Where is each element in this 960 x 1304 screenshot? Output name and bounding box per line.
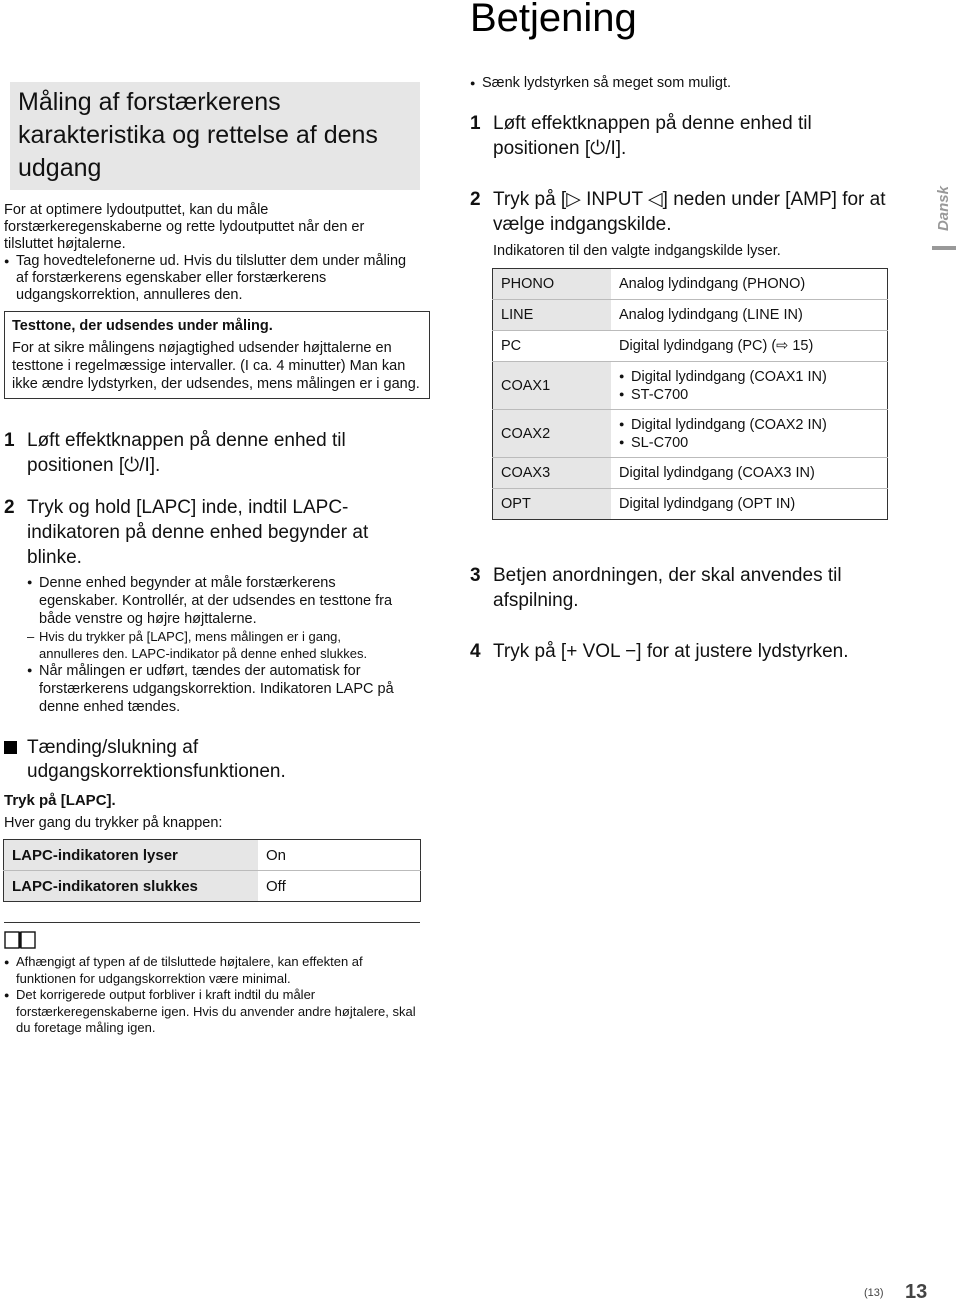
input-label: COAX2 bbox=[493, 410, 612, 458]
input-desc: Digital lydindgang (COAX3 IN) bbox=[611, 458, 888, 489]
divider bbox=[4, 922, 420, 923]
section-heading-box bbox=[10, 82, 420, 190]
every-time-text: Hver gang du trykker på knappen: bbox=[4, 815, 223, 831]
note-book-icon bbox=[4, 930, 36, 950]
note-bullet-1: ● Afhængigt af typen af de tilsluttede højtalere, kan effekten af funktionen for udgangskorrektion være minimal. bbox=[4, 954, 418, 987]
step-2-bullet-1: ● Denne enhed begynder at måle forstærkerens egenskaber. Kontrollér, at der udsendes en testtone fra både venstre og højre højttalerne. bbox=[27, 574, 404, 628]
input-model: ● ST-C700 bbox=[619, 386, 879, 404]
step-text: Løft effektknappen på denne enhed til positionen [⏻/I]. bbox=[493, 113, 812, 159]
right-step-3 bbox=[470, 563, 890, 613]
step-number: 2 bbox=[4, 497, 15, 518]
input-desc: Digital lydindgang (OPT IN) bbox=[611, 489, 888, 520]
page-number: 13 bbox=[905, 1281, 928, 1303]
table-row bbox=[4, 871, 421, 902]
step-text: Tryk og hold [LAPC] inde, indtil LAPC-indikatoren på denne enhed begynder at blinke. bbox=[27, 497, 369, 568]
language-label: Dansk bbox=[935, 186, 952, 232]
step-number: 3 bbox=[470, 565, 481, 586]
step-number: 1 bbox=[470, 113, 481, 134]
table-row bbox=[493, 362, 888, 410]
test-tone-box bbox=[4, 311, 430, 399]
lapc-value: On bbox=[266, 846, 287, 864]
lapc-label: LAPC-indikatoren slukkes bbox=[4, 871, 259, 902]
input-desc: ● Digital lydindgang (COAX2 IN) bbox=[619, 416, 879, 434]
toggle-heading bbox=[4, 736, 414, 784]
page-number-small: (13) bbox=[864, 1287, 884, 1299]
language-tab bbox=[928, 186, 956, 250]
input-label: PHONO bbox=[493, 269, 612, 300]
step-2-bullet-2: ● Når målingen er udført, tændes der automatisk for forstærkerens udgangskorrektion. Indikatoren LAPC på denne enhed tændes. bbox=[27, 662, 404, 716]
input-desc: Digital lydindgang (PC) (⇨ 15) bbox=[611, 331, 888, 362]
test-tone-text: For at sikre målingens nøjagtighed udsender højttalerne en testtone i regelmæssige intervaller. (I ca. 4 minutter) Man kan ikke ændre lydstyrken, der udsendes, mens målingen er i gang. bbox=[12, 340, 420, 392]
table-row bbox=[493, 458, 888, 489]
table-row bbox=[493, 300, 888, 331]
lapc-table bbox=[3, 839, 421, 902]
table-row bbox=[493, 489, 888, 520]
right-step-1 bbox=[470, 111, 870, 161]
intro-block bbox=[4, 202, 414, 304]
input-label: PC bbox=[493, 331, 612, 362]
step-text: Betjen anordningen, der skal anvendes til afspilning. bbox=[493, 565, 842, 611]
table-row bbox=[493, 410, 888, 458]
input-desc: ● Digital lydindgang (COAX1 IN) bbox=[619, 368, 879, 386]
table-row bbox=[4, 840, 421, 871]
step-number: 2 bbox=[470, 189, 481, 210]
lapc-label: LAPC-indikatoren lyser bbox=[4, 840, 259, 871]
left-step-2 bbox=[4, 495, 404, 716]
language-tab-bar bbox=[932, 246, 956, 250]
step-2-details bbox=[27, 574, 404, 716]
input-label: COAX3 bbox=[493, 458, 612, 489]
input-label: COAX1 bbox=[493, 362, 612, 410]
intro-bullet: ● Tag hovedtelefonerne ud. Hvis du tilslutter dem under måling af forstærkerens egenskaber eller forstærkerens udgangskorrektion, annulleres den. bbox=[4, 253, 414, 304]
toggle-title: Tænding/slukning af udgangskorrektionsfunktionen. bbox=[27, 737, 286, 782]
test-tone-title: Testtone, der udsendes under måling. bbox=[12, 318, 273, 334]
step-2-sub: Indikatoren til den valgte indgangskilde lyser. bbox=[493, 243, 781, 259]
step-text: Løft effektknappen på denne enhed til positionen [⏻/I]. bbox=[27, 430, 346, 476]
input-model: ● SL-C700 bbox=[619, 434, 879, 452]
input-label: LINE bbox=[493, 300, 612, 331]
step-number: 1 bbox=[4, 430, 15, 451]
input-desc-cell bbox=[611, 362, 888, 410]
intro-text: For at optimere lydoutputtet, kan du måle forstærkeregenskaberne og rette lydoutputtet når den er tilsluttet højtalerne. bbox=[4, 202, 365, 252]
press-instruction: Tryk på [LAPC]. bbox=[4, 792, 116, 809]
page-title: Betjening bbox=[470, 0, 637, 40]
step-2-dash: – Hvis du trykker på [LAPC], mens målingen er i gang, annulleres den. LAPC-indikator på denne enhed slukkes. bbox=[27, 628, 404, 662]
right-step-4 bbox=[470, 639, 910, 664]
input-desc: Analog lydindgang (PHONO) bbox=[619, 276, 806, 292]
left-step-1 bbox=[4, 428, 404, 478]
input-desc: Analog lydindgang (LINE IN) bbox=[611, 300, 888, 331]
notes-block bbox=[4, 954, 418, 1037]
input-label: OPT bbox=[493, 489, 612, 520]
volume-bullet: ● Sænk lydstyrken så meget som muligt. bbox=[470, 75, 960, 91]
right-step-2 bbox=[470, 187, 890, 261]
input-desc-cell bbox=[611, 410, 888, 458]
table-row bbox=[493, 269, 888, 300]
section-title: Måling af forstærkerens karakteristika og rettelse af dens udgang bbox=[18, 88, 378, 182]
input-source-table bbox=[492, 268, 888, 520]
note-bullet-2: ● Det korrigerede output forbliver i kraft indtil du måler forstærkeregenskaberne igen. Hvis du anvender andre højtalere, skal du foretage måling igen. bbox=[4, 987, 418, 1037]
square-bullet-icon bbox=[4, 741, 17, 754]
step-text: Tryk på [+ VOL −] for at justere lydstyrken. bbox=[493, 641, 849, 662]
step-number: 4 bbox=[470, 641, 481, 662]
lapc-value: Off bbox=[258, 871, 421, 902]
step-text: Tryk på [▷ INPUT ◁] neden under [AMP] for at vælge indgangskilde. bbox=[493, 189, 886, 235]
table-row bbox=[493, 331, 888, 362]
